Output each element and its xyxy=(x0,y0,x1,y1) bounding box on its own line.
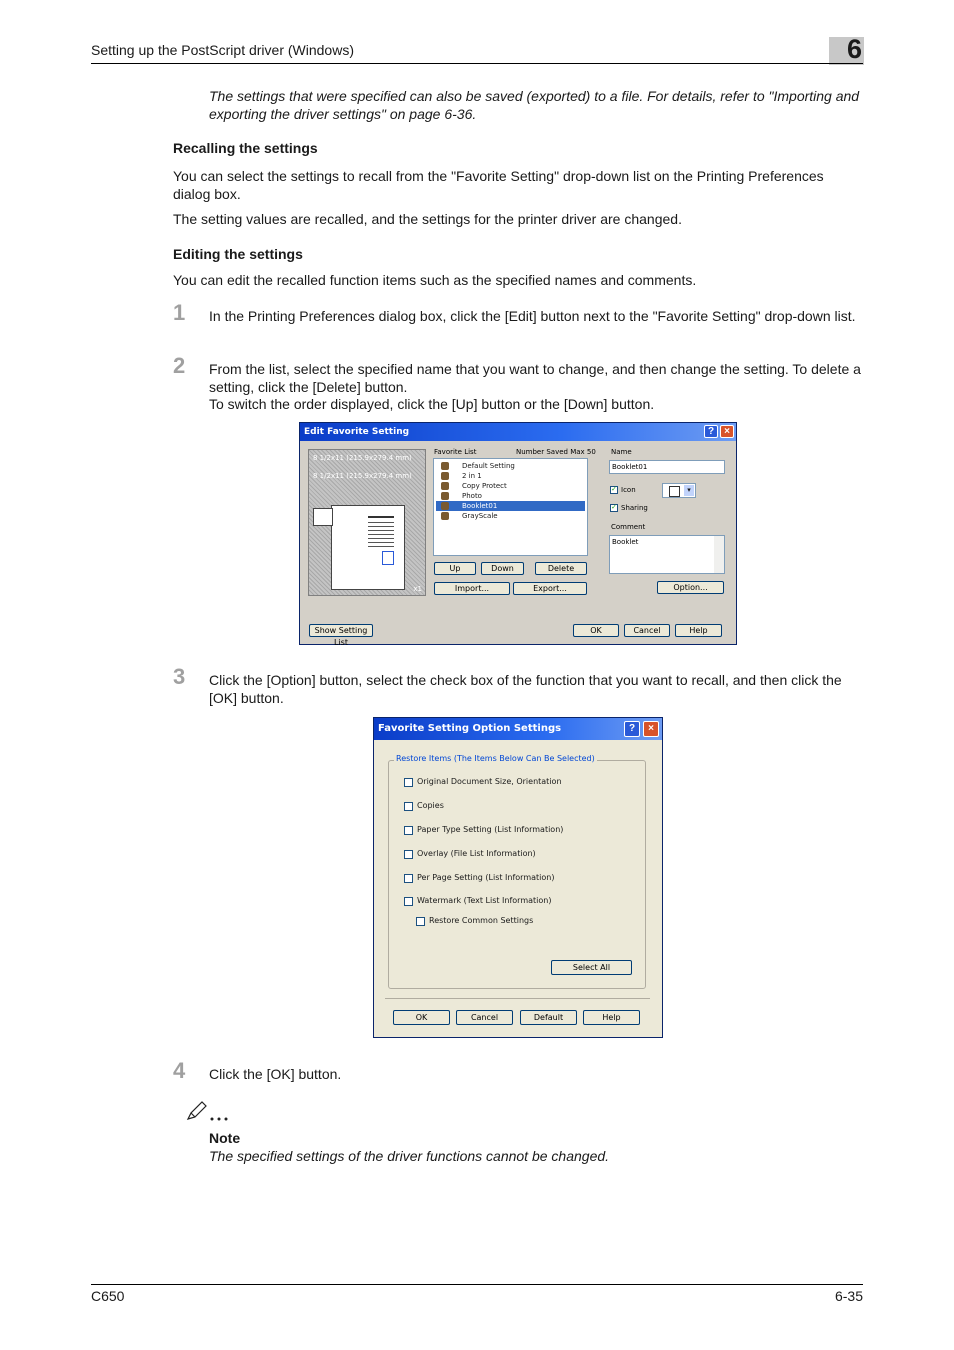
cancel-button[interactable]: Cancel xyxy=(624,624,670,637)
note-text: The specified settings of the driver functions cannot be changed. xyxy=(209,1148,610,1164)
list-item[interactable]: Photo xyxy=(436,491,585,501)
show-setting-list-button[interactable]: Show Setting List xyxy=(309,624,373,637)
checkbox[interactable] xyxy=(404,778,413,787)
pencil-icon xyxy=(186,1100,234,1122)
preview-page xyxy=(331,505,405,590)
favorite-item-icon xyxy=(441,462,449,470)
name-input-value: Booklet01 xyxy=(612,463,648,471)
list-item[interactable]: Copy Protect xyxy=(436,481,585,491)
divider xyxy=(385,998,650,999)
edit-dialog-titlebar: Edit Favorite Setting xyxy=(300,423,736,441)
section-heading-editing: Editing the settings xyxy=(173,246,303,262)
footer-rule xyxy=(91,1284,863,1285)
favorite-item-icon xyxy=(441,472,449,480)
recalling-paragraph-1: You can select the settings to recall from the "Favorite Setting" drop-down list on the Printing Preferences dialog box. xyxy=(173,168,824,202)
list-item[interactable]: Default Setting xyxy=(436,461,585,471)
intro-note: The settings that were specified can also be saved (exported) to a file. For details, refer to "Importing and exporting the driver settings" on page 6-36. xyxy=(209,88,860,122)
restore-items-group-title: Restore Items (The Items Below Can Be Selected) xyxy=(396,754,595,763)
help-button[interactable]: Help xyxy=(675,624,722,637)
comment-label: Comment xyxy=(611,523,646,531)
ok-button[interactable]: OK xyxy=(573,624,619,637)
ok-button[interactable]: OK xyxy=(393,1010,450,1025)
favorite-list[interactable] xyxy=(433,458,588,556)
note-label: Note xyxy=(209,1130,241,1146)
close-icon[interactable]: × xyxy=(643,721,659,737)
step-number-3: 3 xyxy=(173,664,186,689)
footer-model: C650 xyxy=(91,1288,125,1304)
name-label: Name xyxy=(611,448,632,456)
comment-value: Booklet xyxy=(612,538,639,546)
chapter-tab xyxy=(829,34,864,65)
editing-paragraph-1: You can edit the recalled function items such as the specified names and comments. xyxy=(173,272,697,288)
up-button[interactable]: Up xyxy=(434,562,476,575)
comment-textarea[interactable] xyxy=(609,535,725,574)
favorite-item-icon xyxy=(441,502,449,510)
sharing-checkbox[interactable]: ✓ xyxy=(611,504,617,511)
step-number-1: 1 xyxy=(173,300,186,325)
preview-panel xyxy=(308,449,426,596)
close-icon[interactable]: × xyxy=(720,425,734,438)
preview-layout-icon xyxy=(313,508,333,526)
chevron-down-icon[interactable]: ▾ xyxy=(684,485,694,496)
checkbox[interactable] xyxy=(404,802,413,811)
step-number-2: 2 xyxy=(173,353,186,378)
edit-favorite-dialog xyxy=(299,422,737,645)
section-heading-recalling: Recalling the settings xyxy=(173,140,318,156)
option-settings-dialog: Favorite Setting Option Settings ? × Restore Items (The Items Below Can Be Selected) Original Document Size, Orientation Copies Paper Type Setting (List Information) Overlay (File List Information) Per Page Setting (List Information) Watermark (Text List Information) Restore Common Settings Select All OK Cancel Default Help xyxy=(373,717,663,1038)
name-input[interactable] xyxy=(609,460,725,474)
favorite-item-icon xyxy=(441,482,449,490)
running-header: Setting up the PostScript driver (Windows) xyxy=(91,42,354,58)
preview-size-line2: 8 1/2x11 (215.9x279.4 mm) xyxy=(313,472,412,480)
sharing-label: Sharing xyxy=(621,504,648,512)
icon-dropdown[interactable] xyxy=(662,483,696,498)
footer-page-number: 6-35 xyxy=(834,1288,863,1304)
comment-scrollbar[interactable] xyxy=(714,536,724,573)
cancel-button[interactable]: Cancel xyxy=(456,1010,513,1025)
help-icon[interactable]: ? xyxy=(624,721,640,737)
chapter-number: 6 xyxy=(846,34,862,64)
booklet-icon xyxy=(669,486,680,497)
import-button[interactable]: Import... xyxy=(434,582,510,595)
delete-button[interactable]: Delete xyxy=(535,562,587,575)
step-text-4: Click the [OK] button. xyxy=(209,1066,342,1082)
header-rule xyxy=(91,63,863,64)
preview-copies: x1 xyxy=(413,585,422,593)
step-text-1: In the Printing Preferences dialog box, click the [Edit] button next to the "Favorite Setting" drop-down list. xyxy=(209,308,856,324)
icon-checkbox[interactable]: ✓ xyxy=(611,486,617,493)
option-dialog-titlebar: Favorite Setting Option Settings xyxy=(374,718,662,740)
list-item[interactable]: 2 in 1 xyxy=(436,471,585,481)
favorite-list-label: Favorite List xyxy=(434,448,477,456)
favorite-item-icon xyxy=(441,512,449,520)
checkbox[interactable] xyxy=(404,874,413,883)
down-button[interactable]: Down xyxy=(481,562,524,575)
checkbox[interactable] xyxy=(404,897,413,906)
option-button[interactable]: Option... xyxy=(657,581,724,594)
help-icon[interactable]: ? xyxy=(704,425,718,438)
checkbox[interactable] xyxy=(416,917,425,926)
list-item-selected[interactable]: Booklet01 xyxy=(436,501,585,511)
step-text-3: Click the [Option] button, select the check box of the function that you want to recall, and then click the [OK] button. xyxy=(209,672,842,706)
checkbox[interactable] xyxy=(404,826,413,835)
icon-label: Icon xyxy=(621,486,636,494)
favorite-item-icon xyxy=(441,492,449,500)
preview-size-line1: 8 1/2x11 (215.9x279.4 mm) xyxy=(313,454,412,462)
step-number-4: 4 xyxy=(173,1058,186,1083)
checkbox[interactable] xyxy=(404,850,413,859)
number-saved-label: Number Saved Max 50 xyxy=(516,448,596,456)
recalling-paragraph-2: The setting values are recalled, and the settings for the printer driver are changed. xyxy=(173,211,682,227)
default-button[interactable]: Default xyxy=(520,1010,577,1025)
list-item[interactable]: GrayScale xyxy=(436,511,585,521)
step-text-2b: To switch the order displayed, click the [Up] button or the [Down] button. xyxy=(209,396,655,412)
help-button[interactable]: Help xyxy=(583,1010,640,1025)
step-text-2: From the list, select the specified name that you want to change, and then change the setting. To delete a setting, click the [Delete] button. xyxy=(209,361,861,395)
export-button[interactable]: Export... xyxy=(513,582,587,595)
select-all-button[interactable]: Select All xyxy=(551,960,632,975)
